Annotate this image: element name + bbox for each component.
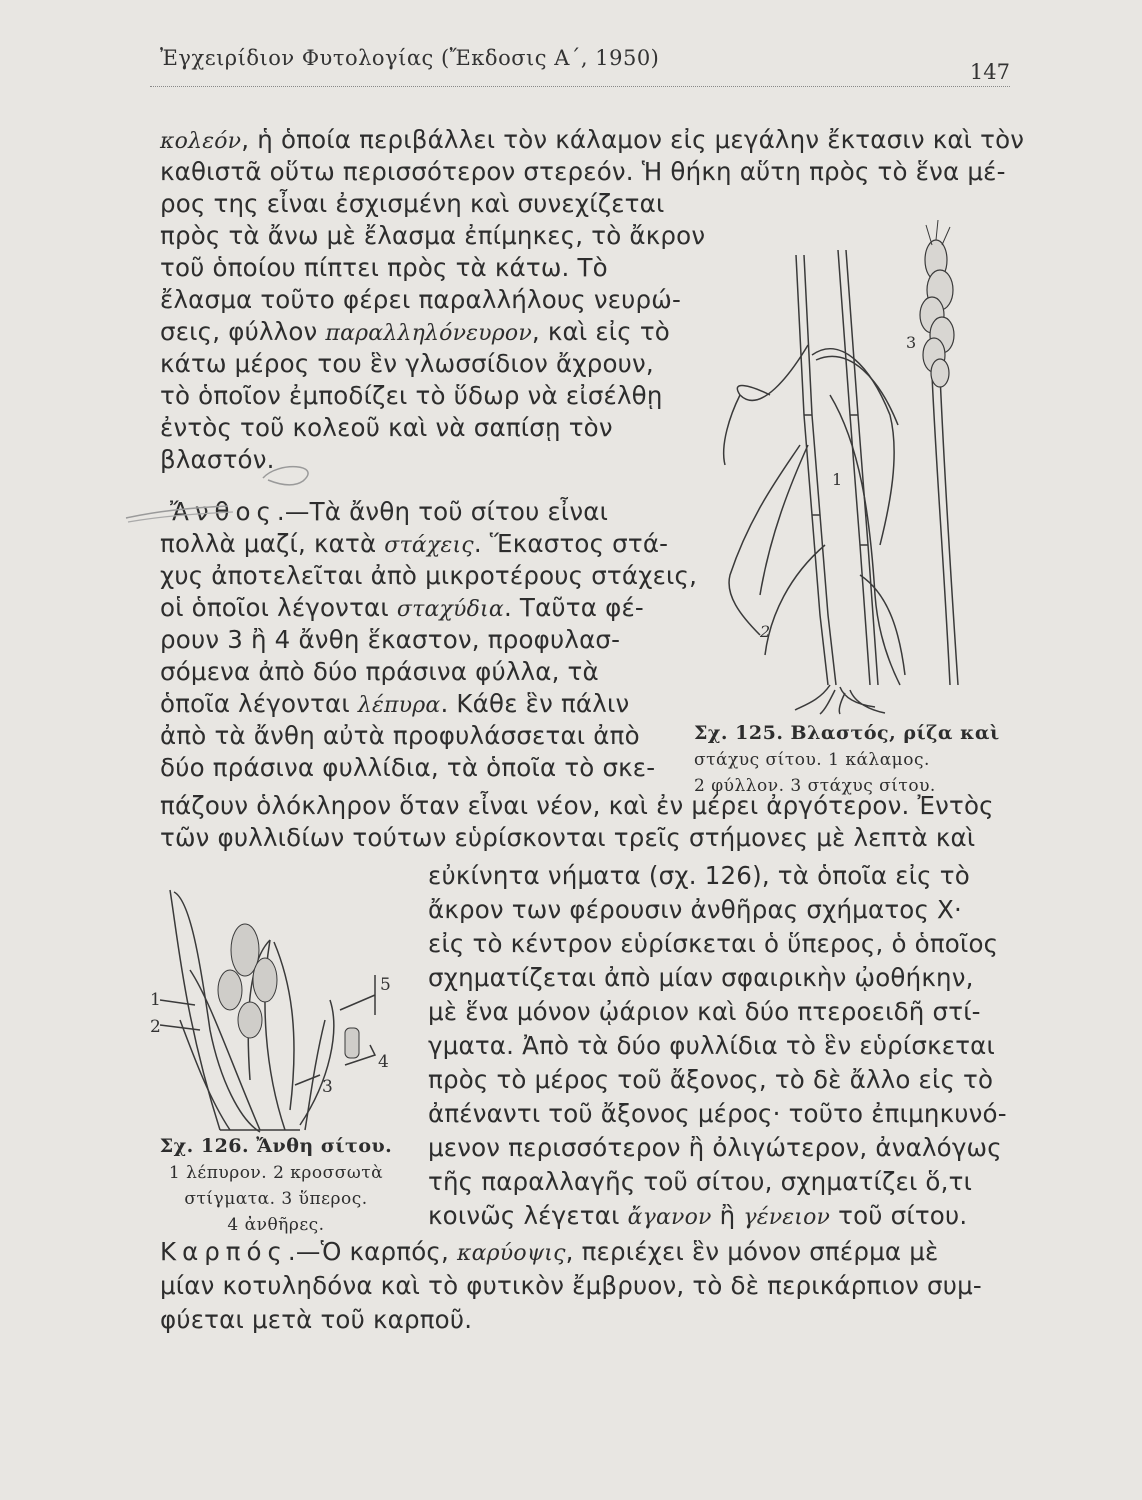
text-line: ἀπὸ τὰ ἄνθη αὐτὰ προφυλάσσεται ἀπὸ <box>160 721 640 750</box>
figure-125-label-3: 3 <box>906 333 917 352</box>
wheat-flower-drawing <box>150 880 400 1140</box>
figure-125-wheat-plant <box>700 215 1000 715</box>
text-line: κάτω μέρος του ἓν γλωσσίδιον ἄχρουν, <box>160 349 654 378</box>
figure-125-caption-title: Σχ. 125. Βλαστός, ρίζα καὶ <box>694 722 1000 744</box>
text-line: σχηματίζεται ἀπὸ μίαν σφαιρικὴν ᾠοθήκην, <box>428 963 974 992</box>
figure-125-caption <box>694 722 1000 796</box>
figure-125-label-1: 1 <box>832 470 843 489</box>
figure-125-caption-line: 2 φύλλον. 3 στάχυς σίτου. <box>694 776 936 796</box>
figure-126-label-5: 5 <box>380 975 391 995</box>
figure-126-caption-line: 1 λέπυρον. 2 κροσσωτὰ <box>168 1163 384 1183</box>
text-line: σεις, φύλλον παραλληλόνευρον, καὶ εἰς τὸ <box>160 317 670 346</box>
text-line: τοῦ ὁποίου πίπτει πρὸς τὰ κάτω. Τὸ <box>160 253 608 282</box>
text-line: χυς ἀποτελεῖται ἀπὸ μικροτέρους στάχεις, <box>160 561 698 590</box>
section-heading-karpos: Καρπός.—Ὁ καρπός, καρύοψις, περιέχει ἓν μόνον σπέρμα μὲ <box>160 1237 939 1266</box>
figure-126-caption-line: στίγματα. 3 ὕπερος. <box>184 1189 368 1209</box>
text-line: κολεόν, ἡ ὁποία περιβάλλει τὸν κάλαμον εἰς μεγάλην ἔκτασιν καὶ τὸν <box>160 125 1025 154</box>
text-line: βλαστόν. <box>160 445 275 474</box>
text-line: ἄκρον των φέρουσιν ἀνθῆρας σχήματος Χ· <box>428 895 963 924</box>
section-heading-anthos: Ἄνθος.—Τὰ ἄνθη τοῦ σίτου εἶναι <box>170 497 609 526</box>
text-line: τὸ ὁποῖον ἐμποδίζει τὸ ὕδωρ νὰ εἰσέλθῃ <box>160 381 663 410</box>
figure-126-caption <box>146 1135 406 1235</box>
figure-126-label-4: 4 <box>378 1052 389 1072</box>
text-line: ρος της εἶναι ἐσχισμένη καὶ συνεχίζεται <box>160 189 665 218</box>
text-line: κοινῶς λέγεται ἄγανον ἢ γένειον τοῦ σίτου. <box>428 1201 968 1230</box>
text-line: πρὸς τὰ ἄνω μὲ ἔλασμα ἐπίμηκες, τὸ ἄκρον <box>160 221 706 250</box>
running-header <box>150 38 1010 82</box>
text-line: ἔλασμα τοῦτο φέρει παραλλήλους νευρώ- <box>160 285 682 314</box>
text-line: πάζουν ὁλόκληρον ὅταν εἶναι νέον, καὶ ἐν μέρει ἀργότερον. Ἐντὸς <box>160 791 994 820</box>
text-line: ὁποῖα λέγονται λέπυρα. Κάθε ἓν πάλιν <box>160 689 630 718</box>
text-line: φύεται μετὰ τοῦ καρποῦ. <box>160 1305 473 1334</box>
text-line: ἐντὸς τοῦ κολεοῦ καὶ νὰ σαπίσῃ τὸν <box>160 413 613 442</box>
text-line: μίαν κοτυληδόνα καὶ τὸ φυτικὸν ἔμβρυον, τὸ δὲ περικάρπιον συμ- <box>160 1271 982 1300</box>
text-line: μὲ ἕνα μόνον ᾠάριον καὶ δύο πτεροειδῆ στί- <box>428 997 981 1026</box>
text-line: μενον περισσότερον ἢ ὀλιγώτερον, ἀναλόγως <box>428 1133 1002 1162</box>
text-line: καθιστᾶ οὕτω περισσότερον στερεόν. Ἡ θήκη αὕτη πρὸς τὸ ἕνα μέ- <box>160 157 1006 186</box>
text-line: τῶν φυλλιδίων τούτων εὑρίσκονται τρεῖς στήμονες μὲ λεπτὰ καὶ <box>160 823 976 852</box>
figure-126-caption-title: Σχ. 126. Ἄνθη σίτου. <box>159 1135 393 1157</box>
wheat-plant-drawing <box>700 215 1000 715</box>
figure-126-caption-line: 4 ἀνθῆρες. <box>227 1215 325 1235</box>
page-number: 147 <box>969 60 1010 84</box>
running-header-title: Ἐγχειρίδιον Φυτολογίας (Ἔκδοσις Α΄, 1950) <box>160 46 660 70</box>
figure-126-label-1: 1 <box>150 990 161 1010</box>
text-line: σόμενα ἀπὸ δύο πράσινα φύλλα, τὰ <box>160 657 599 686</box>
text-line: δύο πράσινα φυλλίδια, τὰ ὁποῖα τὸ σκε- <box>160 753 656 782</box>
text-line: γματα. Ἀπὸ τὰ δύο φυλλίδια τὸ ἓν εὑρίσκεται <box>428 1031 995 1060</box>
text-line: ἀπέναντι τοῦ ἄξονος μέρος· τοῦτο ἐπιμηκυνό- <box>428 1099 1007 1128</box>
text-line: τῆς παραλλαγῆς τοῦ σίτου, σχηματίζει ὅ,τι <box>428 1167 973 1196</box>
text-line: πρὸς τὸ μέρος τοῦ ἄξονος, τὸ δὲ ἄλλο εἰς τὸ <box>428 1065 994 1094</box>
pencil-mark <box>118 456 318 526</box>
figure-125-caption-line: στάχυς σίτου. 1 κάλαμος. <box>694 750 930 770</box>
figure-126-label-2: 2 <box>150 1017 161 1037</box>
figure-125-label-2: 2 <box>760 622 771 641</box>
text-line: εἰς τὸ κέντρον εὑρίσκεται ὁ ὕπερος, ὁ ὁποῖος <box>428 929 999 958</box>
text-line: ρουν 3 ἢ 4 ἄνθη ἕκαστον, προφυλασ- <box>160 625 621 654</box>
text-line: εὐκίνητα νήματα (σχ. 126), τὰ ὁποῖα εἰς τὸ <box>428 861 970 890</box>
text-line: οἱ ὁποῖοι λέγονται σταχύδια. Ταῦτα φέ- <box>160 593 644 622</box>
figure-126-wheat-flowers <box>150 880 400 1140</box>
text-line: πολλὰ μαζί, κατὰ στάχεις. Ἕκαστος στά- <box>160 529 669 558</box>
figure-126-label-3: 3 <box>322 1077 333 1097</box>
header-rule <box>150 86 1010 87</box>
